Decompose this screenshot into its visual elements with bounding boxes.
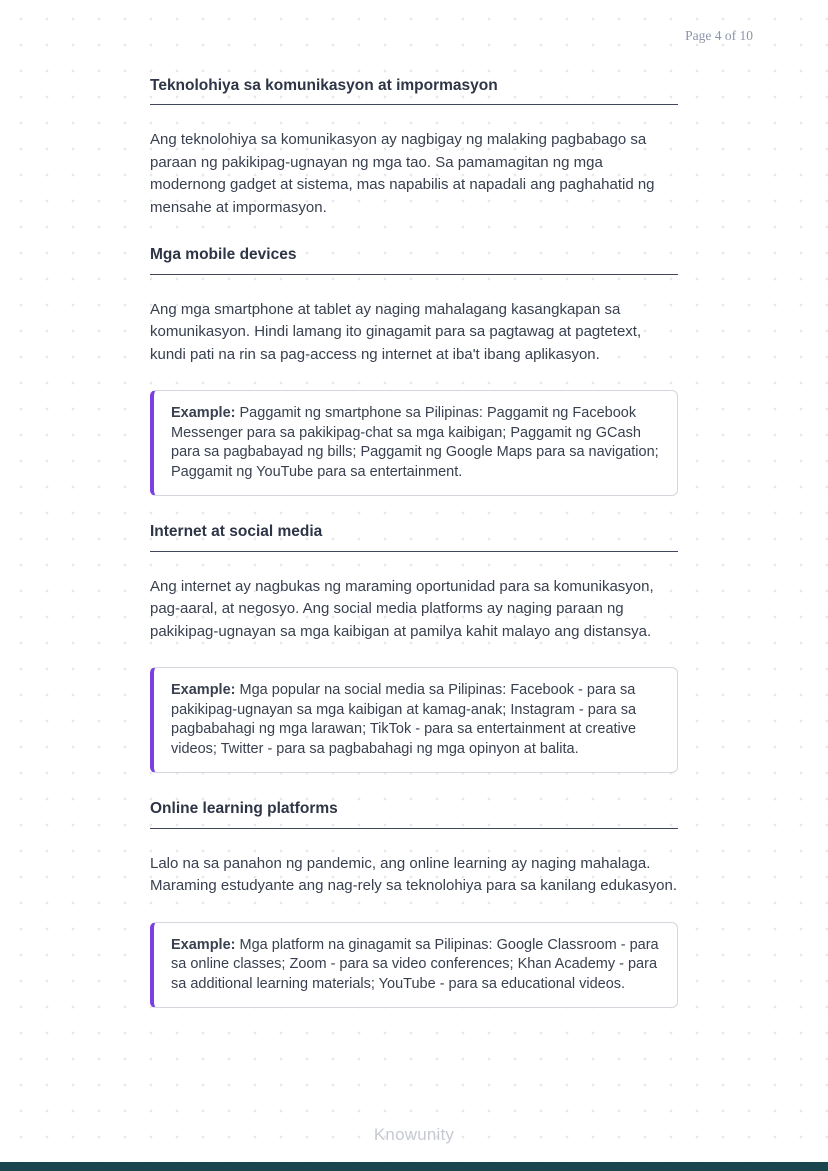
- example-box: [150, 390, 678, 496]
- section-heading: Teknolohiya sa komunikasyon at impormasyon: [150, 77, 498, 94]
- document-content: [150, 76, 678, 1008]
- section-teknolohiya: [150, 76, 678, 219]
- example-label: Example:: [171, 936, 236, 953]
- section-heading: Online learning platforms: [150, 800, 338, 818]
- paragraph: Ang internet ay nagbukas ng maraming oportunidad para sa komunikasyon, pag-aaral, at negosyo. Ang social media platforms ay naging paraan ng pakikipag-ugnayan sa mga kaibigan at pamilya kahit malayo ang distansya.: [150, 577, 654, 640]
- example-text: Mga platform na ginagamit sa Pilipinas: Google Classroom - para sa online classes; Zoom - para sa video conferences; Khan Academy - para sa additional learning materials; YouTube - para sa educational videos.: [171, 936, 659, 992]
- example-box: [150, 667, 678, 773]
- example-label: Example:: [171, 405, 236, 422]
- example-text: Paggamit ng smartphone sa Pilipinas: Paggamit ng Facebook Messenger para sa pakikipag-chat sa mga kaibigan; Paggamit ng GCash para sa pagbabayad ng bills; Paggamit ng Google Maps para sa navigation; Paggamit ng YouTube para sa entertainment.: [171, 405, 659, 480]
- paragraph: Lalo na sa panahon ng pandemic, ang online learning ay naging mahalaga. Maraming estudyante ang nag-rely sa teknolohiya para sa kanilang edukasyon.: [150, 854, 677, 894]
- section-internet-social-media: [150, 522, 678, 773]
- paragraph: Ang teknolohiya sa komunikasyon ay nagbigay ng malaking pagbabago sa paraan ng pakikipag-ugnayan ng mga tao. Sa pamamagitan ng mga modernong gadget at sistema, mas napabilis at napadali ang paghahatid ng mensahe at impormasyon.: [150, 131, 655, 216]
- heading-rule: [150, 104, 678, 105]
- section-heading: Internet at social media: [150, 523, 323, 541]
- footer-brand: Knowunity: [373, 1125, 455, 1144]
- heading-rule: [150, 551, 678, 552]
- section-online-learning: [150, 799, 678, 1008]
- footer-bar: [0, 1162, 828, 1171]
- page-indicator: Page 4 of 10: [685, 28, 753, 43]
- section-heading: Mga mobile devices: [150, 246, 297, 264]
- section-mobile-devices: [150, 245, 678, 496]
- paragraph: Ang mga smartphone at tablet ay naging mahalagang kasangkapan sa komunikasyon. Hindi lamang ito ginagamit para sa pagtawag at pagtetext, kundi pati na rin sa pag-access ng internet at iba't ibang aplikasyon.: [150, 300, 642, 363]
- example-label: Example:: [171, 682, 236, 699]
- heading-rule: [150, 828, 678, 829]
- heading-rule: [150, 274, 678, 275]
- example-text: Mga popular na social media sa Pilipinas: Facebook - para sa pakikipag-ugnayan sa mga kaibigan at kamag-anak; Instagram - para sa pagbabahagi ng mga larawan; TikTok - para sa entertainment at creative videos; Twitter - para sa pagbabahagi ng mga opinyon at balita.: [171, 682, 637, 757]
- example-box: [150, 922, 678, 1009]
